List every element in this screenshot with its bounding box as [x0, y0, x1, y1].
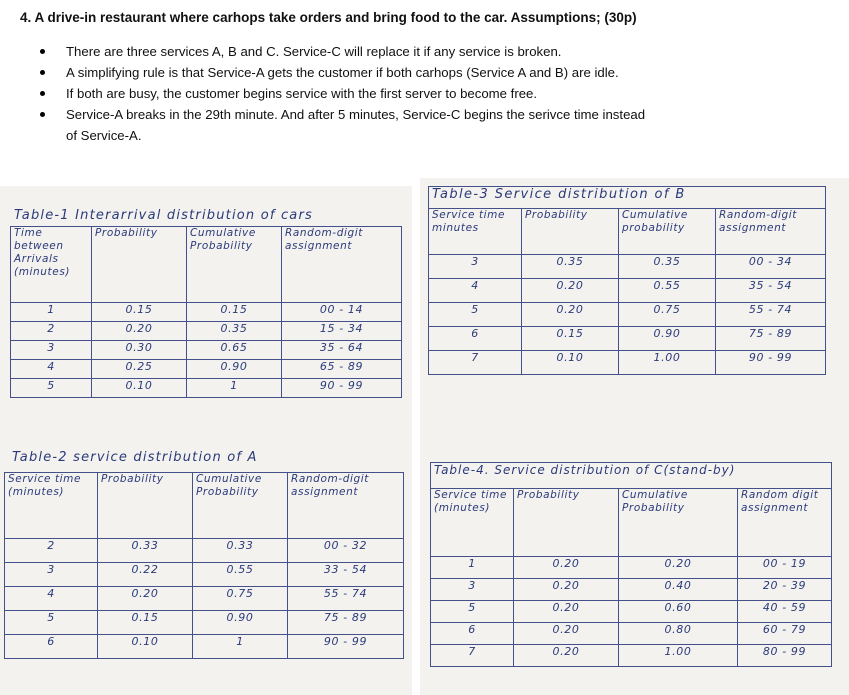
table2-cell: 4: [5, 587, 98, 611]
table2-photo: [0, 436, 412, 695]
table1-cell: 15 - 34: [282, 322, 402, 341]
table4-cell: 3: [431, 579, 514, 601]
table1-cell: 2: [11, 322, 92, 341]
table3-cell: 0.20: [522, 303, 619, 327]
table3-cell: 3: [429, 255, 522, 279]
table3-caption: Table-3 Service distribution of B: [429, 187, 826, 209]
table4-cell: 80 - 99: [738, 645, 832, 667]
table4-cell: 1.00: [619, 645, 738, 667]
table1-cell: 0.20: [92, 322, 187, 341]
table1-cell: 0.90: [187, 360, 282, 379]
table3-header-cumulative: Cumulative probability: [619, 209, 716, 255]
table4-cell: 7: [431, 645, 514, 667]
table3-cell: 0.55: [619, 279, 716, 303]
table2-cell: 90 - 99: [288, 635, 404, 659]
table1-header-assignment: Random-digit assignment: [282, 227, 402, 303]
table3-cell: 00 - 34: [716, 255, 826, 279]
table2-cell: 0.22: [98, 563, 193, 587]
table3-header-assignment: Random-digit assignment: [716, 209, 826, 255]
table3-cell: 1.00: [619, 351, 716, 375]
table1-cell: 0.15: [187, 303, 282, 322]
assumption-item: A simplifying rule is that Service-A gets the customer if both carhops (Service A and B) are idle.: [30, 62, 650, 83]
table2-cell: 00 - 32: [288, 539, 404, 563]
table4-cell: 0.40: [619, 579, 738, 601]
table2-header-assignment: Random-digit assignment: [288, 473, 404, 539]
table4-header-assignment: Random digit assignment: [738, 489, 832, 557]
table3-header-probability: Probability: [522, 209, 619, 255]
table1-cell: 0.25: [92, 360, 187, 379]
assumption-item: There are three services A, B and C. Service-C will replace it if any service is broken.: [30, 41, 650, 62]
table4-caption: Table-4. Service distribution of C(stand-by): [431, 463, 832, 489]
table4-cell: 5: [431, 601, 514, 623]
table1-cell: 5: [11, 379, 92, 398]
table4-cell: 0.20: [619, 557, 738, 579]
table2: [4, 472, 404, 659]
table4-cell: 0.20: [514, 601, 619, 623]
table1-caption: Table-1 Interarrival distribution of cars: [14, 208, 313, 223]
table1-cell: 0.35: [187, 322, 282, 341]
assumption-item: If both are busy, the customer begins service with the first server to become free.: [30, 83, 650, 104]
table3-cell: 5: [429, 303, 522, 327]
table1-cell: 4: [11, 360, 92, 379]
table2-cell: 2: [5, 539, 98, 563]
table2-caption: Table-2 service distribution of A: [12, 450, 258, 465]
table3-cell: 7: [429, 351, 522, 375]
table4-cell: 20 - 39: [738, 579, 832, 601]
table3-cell: 0.90: [619, 327, 716, 351]
table3-cell: 75 - 89: [716, 327, 826, 351]
table4: [430, 462, 832, 667]
table3: [428, 186, 826, 375]
table1-cell: 1: [11, 303, 92, 322]
table3-cell: 0.20: [522, 279, 619, 303]
table3-cell: 0.75: [619, 303, 716, 327]
table4-cell: 0.20: [514, 645, 619, 667]
table4-cell: 1: [431, 557, 514, 579]
table3-cell: 4: [429, 279, 522, 303]
table2-header-time: Service time (minutes): [5, 473, 98, 539]
table1-cell: 1: [187, 379, 282, 398]
table3-photo: [420, 178, 849, 448]
table4-cell: 0.60: [619, 601, 738, 623]
assumption-item: Service-A breaks in the 29th minute. And after 5 minutes, Service-C begins the serivce time instead of Service-A.: [30, 104, 650, 146]
table4-cell: 60 - 79: [738, 623, 832, 645]
table2-cell: 0.33: [193, 539, 288, 563]
question-title: 4. A drive-in restaurant where carhops take orders and bring food to the car. Assumptions; (30p): [20, 10, 637, 25]
table2-cell: 0.55: [193, 563, 288, 587]
table3-cell: 90 - 99: [716, 351, 826, 375]
table3-cell: 0.15: [522, 327, 619, 351]
table1-header-probability: Probability: [92, 227, 187, 303]
table3-cell: 0.35: [619, 255, 716, 279]
table2-cell: 0.75: [193, 587, 288, 611]
table1-cell: 0.10: [92, 379, 187, 398]
table1-cell: 00 - 14: [282, 303, 402, 322]
table2-cell: 0.33: [98, 539, 193, 563]
table1-cell: 0.30: [92, 341, 187, 360]
table4-cell: 40 - 59: [738, 601, 832, 623]
table1: [10, 226, 402, 398]
table4-cell: 0.20: [514, 623, 619, 645]
table4-cell: 00 - 19: [738, 557, 832, 579]
table2-cell: 0.90: [193, 611, 288, 635]
table2-cell: 3: [5, 563, 98, 587]
table3-cell: 35 - 54: [716, 279, 826, 303]
table2-cell: 5: [5, 611, 98, 635]
table3-cell: 55 - 74: [716, 303, 826, 327]
table4-cell: 6: [431, 623, 514, 645]
table1-cell: 35 - 64: [282, 341, 402, 360]
table4-header-probability: Probability: [514, 489, 619, 557]
table1-cell: 90 - 99: [282, 379, 402, 398]
table1-photo: [0, 186, 412, 436]
table4-photo: [420, 448, 849, 695]
table4-header-cumulative: Cumulative Probability: [619, 489, 738, 557]
table4-cell: 0.80: [619, 623, 738, 645]
table4-header-time: Service time (minutes): [431, 489, 514, 557]
table1-header-time: Time between Arrivals (minutes): [11, 227, 92, 303]
table2-cell: 1: [193, 635, 288, 659]
table2-cell: 0.20: [98, 587, 193, 611]
table1-header-cumulative: Cumulative Probability: [187, 227, 282, 303]
table3-cell: 6: [429, 327, 522, 351]
table2-cell: 0.10: [98, 635, 193, 659]
table2-cell: 55 - 74: [288, 587, 404, 611]
table3-cell: 0.10: [522, 351, 619, 375]
table4-cell: 0.20: [514, 557, 619, 579]
table1-cell: 0.15: [92, 303, 187, 322]
table2-header-cumulative: Cumulative Probability: [193, 473, 288, 539]
table1-cell: 65 - 89: [282, 360, 402, 379]
table2-cell: 6: [5, 635, 98, 659]
assumption-list: [30, 41, 650, 146]
table1-cell: 3: [11, 341, 92, 360]
table2-header-probability: Probability: [98, 473, 193, 539]
table1-cell: 0.65: [187, 341, 282, 360]
table2-cell: 33 - 54: [288, 563, 404, 587]
table2-cell: 0.15: [98, 611, 193, 635]
table2-cell: 75 - 89: [288, 611, 404, 635]
table3-cell: 0.35: [522, 255, 619, 279]
table4-cell: 0.20: [514, 579, 619, 601]
table3-header-time: Service time minutes: [429, 209, 522, 255]
